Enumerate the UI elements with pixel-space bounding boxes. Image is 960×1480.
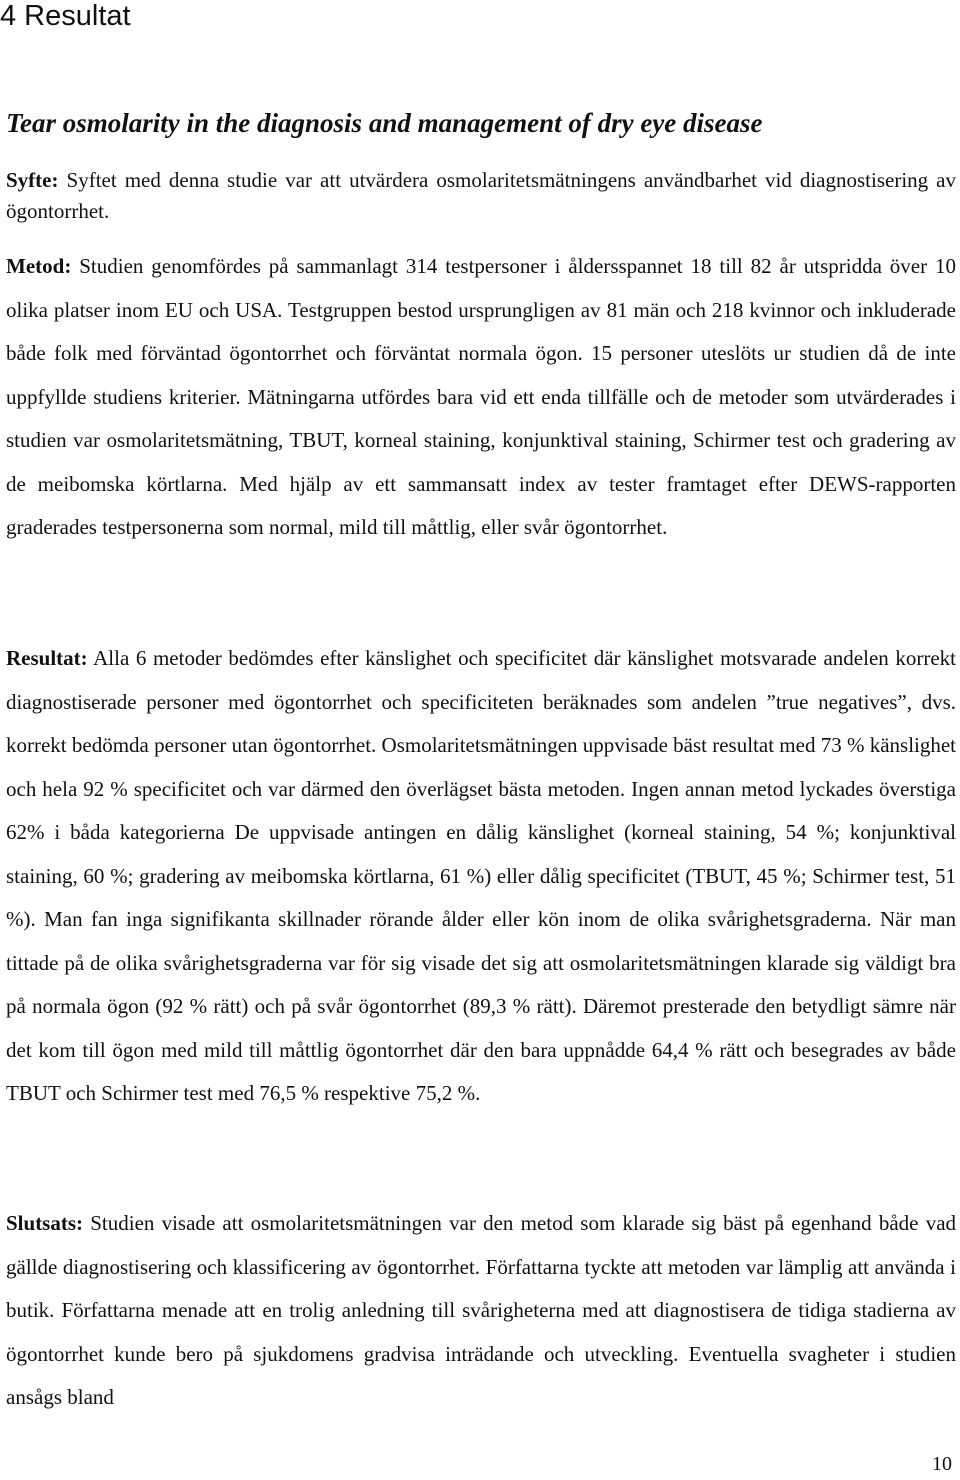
article-title: Tear osmolarity in the diagnosis and management of dry eye disease [6, 108, 763, 138]
chapter-heading: 4 Resultat [0, 0, 131, 32]
section-resultat [6, 637, 956, 1116]
section-syfte [6, 165, 956, 227]
section-label-slutsats: Slutsats: [6, 1211, 84, 1235]
section-slutsats [6, 1202, 956, 1420]
section-label-resultat: Resultat: [6, 646, 88, 670]
section-label-metod: Metod: [6, 254, 72, 278]
section-metod [6, 245, 956, 550]
section-text-slutsats: Studien visade att osmolaritetsmätningen var den metod som klarade sig bäst på egenhand både vad gällde diagnostisering och klassificering av ögontorrhet. Författarna tyckte att metoden var lämplig att använda i butik. Författarna menade att en trolig anledning till svårigheterna med att diagnostisera de tidiga stadierna av ögontorrhet kunde bero på sjukdomens gradvisa inträdande och utveckling. Eventuella svagheter i studien ansågs bland [6, 1211, 957, 1409]
section-text-syfte: Syftet med denna studie var att utvärdera osmolaritetsmätningens användbarhet vid diagnostisering av ögontorrhet. [6, 168, 957, 223]
section-text-metod: Studien genomfördes på sammanlagt 314 testpersoner i åldersspannet 18 till 82 år utspridda över 10 olika platser inom EU och USA. Testgruppen bestod ursprungligen av 81 män och 218 kvinnor och inkluderade både folk med förväntad ögontorrhet och förväntat normala ögon. 15 personer uteslöts ur studien då de inte uppfyllde studiens kriterier. Mätningarna utfördes bara vid ett enda tillfälle och de metoder som utvärderades i studien var osmolaritetsmätning, TBUT, korneal staining, konjunktival staining, Schirmer test och gradering av de meibomska körtlarna. Med hjälp av ett sammansatt index av tester framtaget efter DEWS-rapporten graderades testpersonerna som normal, mild till måttlig, eller svår ögontorrhet. [6, 254, 957, 539]
page-number: 10 [932, 1453, 952, 1475]
section-label-syfte: Syfte: [6, 168, 59, 192]
section-text-resultat: Alla 6 metoder bedömdes efter känslighet och specificitet där känslighet motsvarade andelen korrekt diagnostiserade personer med ögontorrhet och specificiteten beräknades som andelen ”true negatives”, dvs. korrekt bedömda personer utan ögontorrhet. Osmolaritetsmätningen uppvisade bäst resultat med 73 % känslighet och hela 92 % specificitet och var därmed den överlägset bästa metoden. Ingen annan metod lyckades överstiga 62% i båda kategorierna De uppvisade antingen en dålig känslighet (korneal staining, 54 %; konjunktival staining, 60 %; gradering av meibomska körtlarna, 61 %) eller dålig specificitet (TBUT, 45 %; Schirmer test, 51 %). Man fan inga signifikanta skillnader rörande ålder eller kön inom de olika svårighetsgraderna. När man tittade på de olika svårighetsgraderna var för sig visade det sig att osmolaritetsmätningen klarade sig väldigt bra på normala ögon (92 % rätt) och på svår ögontorrhet (89,3 % rätt). Däremot presterade den betydligt sämre när det kom till ögon med mild till måttlig ögontorrhet där den bara uppnådde 64,4 % rätt och besegrades av både TBUT och Schirmer test med 76,5 % respektive 75,2 %. [6, 646, 957, 1105]
